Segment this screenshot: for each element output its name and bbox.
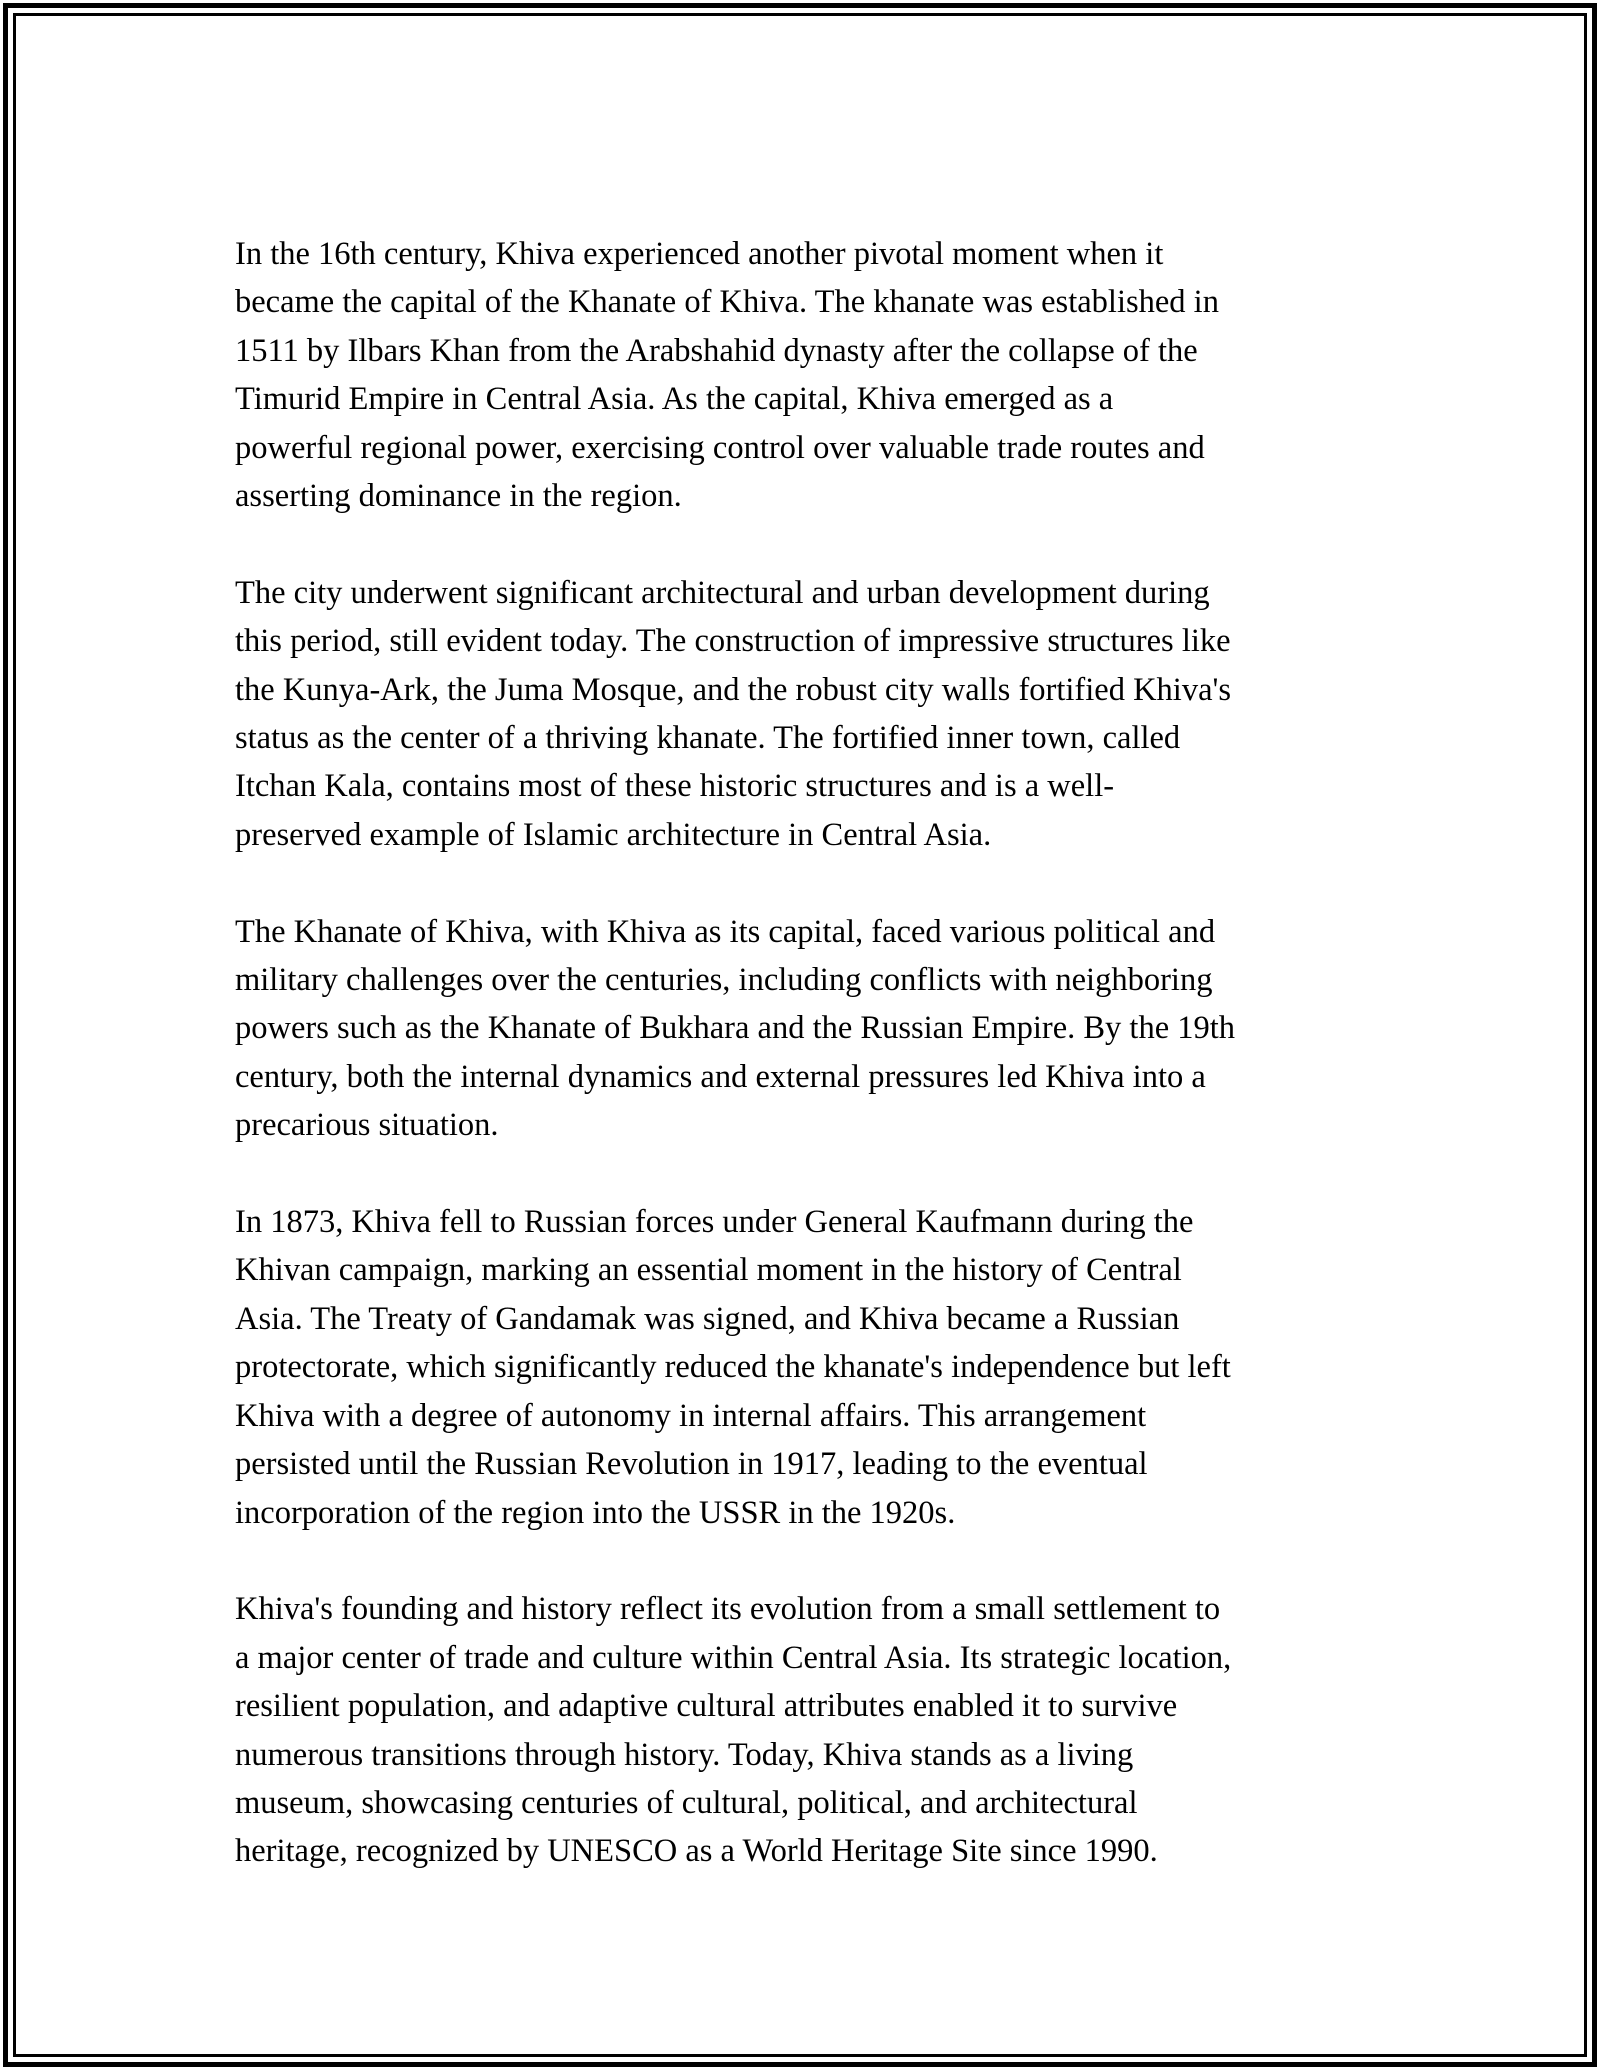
text-line: resilient population, and adaptive cultural attributes enabled it to survive [235,1688,1178,1725]
text-line: museum, showcasing centuries of cultural, political, and architectural [235,1784,1138,1821]
text-line: Khiva's founding and history reflect its evolution from a small settlement to [235,1591,1221,1628]
text-line: precarious situation. [235,1107,499,1144]
text-line: persisted until the Russian Revolution in 1917, leading to the eventual [235,1446,1148,1483]
text-line: protectorate, which significantly reduced the khanate's independence but left [235,1349,1231,1386]
text-line: status as the center of a thriving khanate. The fortified inner town, called [235,720,1181,757]
text-line: military challenges over the centuries, including conflicts with neighboring [235,962,1213,999]
text-line: asserting dominance in the region. [235,478,682,515]
paragraph-challenges [235,908,1375,1150]
text-line: incorporation of the region into the USSR in the 1920s. [235,1494,956,1531]
text-line: Khivan campaign, marking an essential moment in the history of Central [235,1252,1182,1289]
text-line: In the 16th century, Khiva experienced another pivotal moment when it [235,236,1164,272]
text-line: heritage, recognized by UNESCO as a World Heritage Site since 1990. [235,1833,1158,1870]
text-line: the Kunya-Ark, the Juma Mosque, and the robust city walls fortified Khiva's [235,671,1231,708]
text-line: Khiva with a degree of autonomy in internal affairs. This arrangement [235,1397,1147,1434]
paragraph-architecture [235,569,1375,859]
text-line: Timurid Empire in Central Asia. As the capital, Khiva emerged as a [235,381,1114,418]
text-line: Itchan Kala, contains most of these historic structures and is a well- [235,768,1115,805]
text-line: powers such as the Khanate of Bukhara and the Russian Empire. By the 19th [235,1010,1236,1047]
paragraph-legacy [235,1585,1375,1875]
text-line: The city underwent significant architectural and urban development during [235,574,1210,611]
text-line: 1511 by Ilbars Khan from the Arabshahid dynasty after the collapse of the [235,332,1198,369]
text-line: In 1873, Khiva fell to Russian forces under General Kaufmann during the [235,1204,1194,1241]
text-line: became the capital of the Khanate of Khiva. The khanate was established in [235,284,1219,321]
text-line: a major center of trade and culture within Central Asia. Its strategic location, [235,1639,1232,1676]
paragraph-russian-conquest [235,1198,1375,1537]
text-line: Asia. The Treaty of Gandamak was signed, and Khiva became a Russian [235,1300,1180,1337]
text-line: century, both the internal dynamics and external pressures led Khiva into a [235,1058,1206,1095]
text-line: powerful regional power, exercising control over valuable trade routes and [235,429,1205,466]
text-line: numerous transitions through history. Today, Khiva stands as a living [235,1736,1134,1773]
text-line: this period, still evident today. The construction of impressive structures like [235,623,1231,660]
document-body [235,230,1375,1924]
paragraph-khanate-capital [235,230,1375,520]
text-line: preserved example of Islamic architecture in Central Asia. [235,816,992,853]
text-line: The Khanate of Khiva, with Khiva as its capital, faced various political and [235,913,1216,950]
